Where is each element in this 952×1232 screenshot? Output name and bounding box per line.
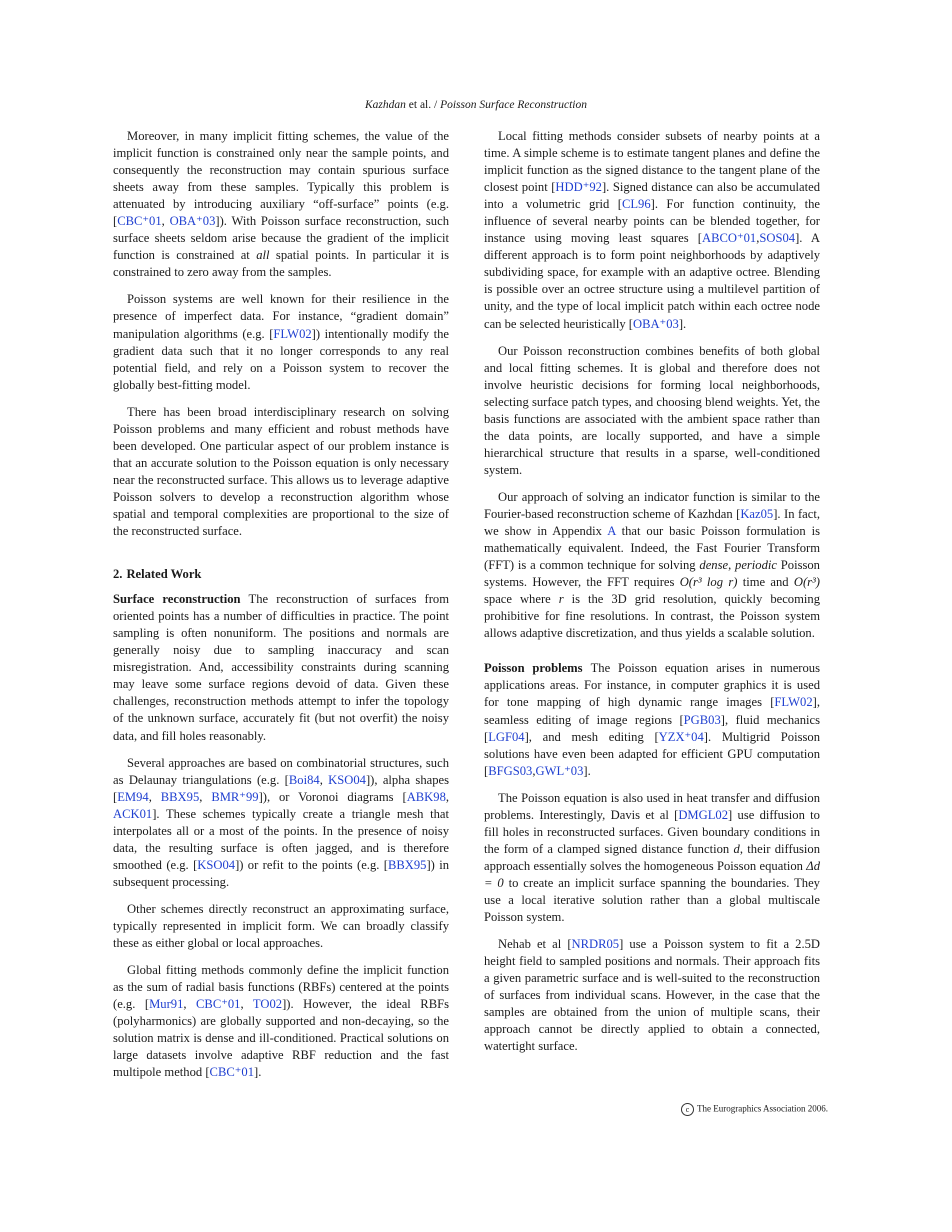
citation-link[interactable]: DMGL02 (678, 807, 729, 822)
run-in-heading: Poisson problems (484, 661, 583, 676)
citation-link[interactable]: EM94 (117, 789, 149, 804)
citation-link[interactable]: CL96 (621, 197, 651, 212)
right-column (484, 128, 820, 1065)
citation-link[interactable]: NRDR05 (571, 937, 620, 952)
run-in-heading: Surface reconstruction (113, 592, 241, 607)
citation-link[interactable]: BMR⁺99 (211, 789, 259, 804)
math-expression: O(r³ log r) (679, 575, 738, 590)
citation-link[interactable]: Kaz05 (740, 506, 774, 521)
citation-link[interactable]: LGF04 (488, 729, 525, 744)
citation-link[interactable]: OBA⁺03 (632, 316, 679, 331)
citation-link[interactable]: ABK98 (406, 789, 446, 804)
paragraph: Poisson problems The Poisson equation arises in numerous applications areas. For instance, in computer graphics it is used for tone mapping of high dynamic range images [FLW02], seamless editing of image regions [PGB03], fluid mechanics [LGF04], and mesh editing [YZX⁺04]. Multigrid Poisson solutions have even been adapted for efficient GPU computation [BFGS03,GWL⁺03]. (484, 661, 820, 778)
copyright-text: The Eurographics Association 2006. (697, 1103, 828, 1114)
citation-link[interactable]: BFGS03 (488, 763, 533, 778)
copyright-footer (628, 1103, 828, 1116)
citation-link[interactable]: KSO04 (328, 772, 366, 787)
paragraph: Moreover, in many implicit fitting schemes, the value of the implicit function is constrained only near the sample points, and consequently the reconstruction may contain spurious surface sheets away from these samples. Typically this problem is attenuated by introducing auxiliary “off-surface” points (e.g. [CBC⁺01, OBA⁺03]). With Poisson surface reconstruction, such surface sheets seldom arise because the gradient of the implicit function is constrained at all spatial points. In particular it is constrained to zero away from the samples. (113, 129, 449, 280)
section-heading: 2. Related Work (113, 567, 202, 582)
citation-link[interactable]: ACK01 (113, 806, 153, 821)
header-authors: Kazhdan (364, 99, 406, 111)
citation-link[interactable]: FLW02 (273, 326, 312, 341)
citation-link[interactable]: OBA⁺03 (169, 214, 216, 229)
paragraph: Other schemes directly reconstruct an approximating surface, typically represented in implicit form. We can broadly classify these as either global or local approaches. (113, 901, 449, 951)
citation-link[interactable]: FLW02 (774, 695, 813, 710)
citation-link[interactable]: BBX95 (387, 857, 427, 872)
paragraph: Several approaches are based on combinatorial structures, such as Delaunay triangulations (e.g. [Boi84, KSO04]), alpha shapes [EM94, BBX95, BMR⁺99]), or Voronoi diagrams [ABK98, ACK01]. These schemes typically create a triangle mesh that interpolates all or a most of the points. In the presence of noisy data, the resulting surface is often jagged, and is therefore smoothed (e.g. [KSO04]) or refit to the points (e.g. [BBX95]) in subsequent processing. (113, 755, 450, 889)
math-expression: O(r³) (793, 575, 821, 590)
left-column (113, 128, 449, 1091)
citation-link[interactable]: PGB03 (683, 712, 721, 727)
header-etal: et al. / (405, 99, 441, 111)
paragraph: Global fitting methods commonly define the implicit function as the sum of radial basis functions (RBFs) centered at the points (e.g. [Mur91, CBC⁺01, TO02]). However, the ideal RBFs (polyharmonics) are globally supported and non-decaying, so the solution matrix is dense and ill-conditioned. Practical solutions on large datasets involve adaptive RBF reduction and the fast multipole method [CBC⁺01]. (113, 963, 449, 1080)
citation-link[interactable]: SOS04 (759, 231, 796, 246)
paragraph: Poisson systems are well known for their resilience in the presence of imperfect data. For instance, “gradient domain” manipulation algorithms (e.g. [FLW02]) intentionally modify the gradient data such that it no longer corresponds to any real potential field, and rely on a Poisson system to recover the globally best-fitting model. (113, 292, 449, 392)
running-header (0, 99, 952, 111)
citation-link[interactable]: HDD⁺92 (555, 180, 602, 195)
paragraph: Nehab et al [NRDR05] use a Poisson system to fit a 2.5D height field to sampled positions and normals. Their approach fits a given parametric surface and is well-suited to the reconstruction of surfaces from individual scans. However, in the case that the samples are obtained from the union of multiple scans, their approach cannot be directly applied to obtain a connected, watertight surface. (484, 937, 820, 1054)
citation-link[interactable]: CBC⁺01 (196, 997, 241, 1012)
citation-link[interactable]: GWL⁺03 (535, 763, 584, 778)
paragraph: Our Poisson reconstruction combines benefits of both global and local fitting schemes. It is global and therefore does not involve heuristic decisions for forming local neighborhoods, selecting surface patch types, and choosing blend weights. Yet, the basis functions are associated with the ambient space rather than the data points, are locally supported, and have a simple hierarchical structure that results in a sparse, well-conditioned system. (484, 343, 820, 477)
copyright-icon: c (681, 1103, 694, 1116)
citation-link[interactable]: TO02 (252, 997, 283, 1012)
citation-link[interactable]: Boi84 (288, 772, 320, 787)
paragraph: Local fitting methods consider subsets of nearby points at a time. A simple scheme is to estimate tangent planes and define the implicit function as the signed distance to the tangent plane of the closest point [HDD⁺92]. Signed distance can also be accumulated into a volumetric grid [CL96]. For function continuity, the influence of several nearby points can be blended together, for instance using moving least squares [ABCO⁺01,SOS04]. A different approach is to form point neighborhoods by adaptively subdividing space, for example with an adaptive octree. Blending is possible over an octree structure using a multilevel partition of unity, and the type of local implicit patch within each octree node can be selected heuristically [OBA⁺03]. (484, 129, 820, 331)
math-expression: Δd = 0 (484, 858, 820, 890)
math-expression: d (733, 841, 740, 856)
math-expression: r (558, 592, 564, 607)
paragraph: There has been broad interdisciplinary research on solving Poisson problems and many efficient and robust methods have been developed. One particular aspect of our problem instance is that an accurate solution to the Poisson equation is only necessary near the reconstructed surface. This allows us to leverage adaptive Poisson solvers to develop a reconstruction algorithm whose spatial and temporal complexities are proportional to the size of the reconstructed surface. (113, 404, 449, 539)
citation-link[interactable]: Mur91 (149, 997, 184, 1012)
citation-link[interactable]: CBC⁺01 (209, 1065, 254, 1080)
paragraph: Our approach of solving an indicator function is similar to the Fourier-based reconstruction scheme of Kazhdan [Kaz05]. In fact, we show in Appendix A that our basic Poisson formulation is mathematically equivalent. Indeed, the Fast Fourier Transform (FFT) is a common technique for solving dense, periodic Poisson systems. However, the FFT requires O(r³ log r) time and O(r³) space where r is the 3D grid resolution, quickly becoming prohibitive for fine resolutions. In contrast, the Poisson system allows adaptive discretization, and thus yields a scalable solution. (484, 489, 821, 641)
paragraph: Surface reconstruction The reconstruction of surfaces from oriented points has a number of difficulties in practice. The point sampling is often nonuniform. The positions and normals are generally noisy due to sampling inaccuracy and scan misregistration. And, accessibility constraints during scanning may leave some surface regions devoid of data. Given these challenges, reconstruction methods attempt to infer the topology of the unknown surface, accurately fit (but not overfit) the noisy data, and fill holes reasonably. (113, 592, 449, 743)
citation-link[interactable]: ABCO⁺01 (701, 231, 757, 246)
citation-link[interactable]: CBC⁺01 (117, 214, 162, 229)
paragraph: The Poisson equation is also used in heat transfer and diffusion problems. Interestingly, Davis et al [DMGL02] use diffusion to fill holes in reconstructed surfaces. Given boundary conditions in the form of a clamped signed distance function d, their diffusion approach essentially solves the homogeneous Poisson equation Δd = 0 to create an implicit surface spanning the boundaries. They use a local iterative solution rather than a global multiscale Poisson system. (484, 790, 820, 925)
citation-link[interactable]: YZX⁺04 (658, 729, 704, 744)
citation-link[interactable]: KSO04 (197, 857, 236, 872)
citation-link[interactable]: BBX95 (160, 789, 200, 804)
appendix-link[interactable]: A (607, 524, 616, 539)
header-title: Poisson Surface Reconstruction (440, 99, 587, 111)
